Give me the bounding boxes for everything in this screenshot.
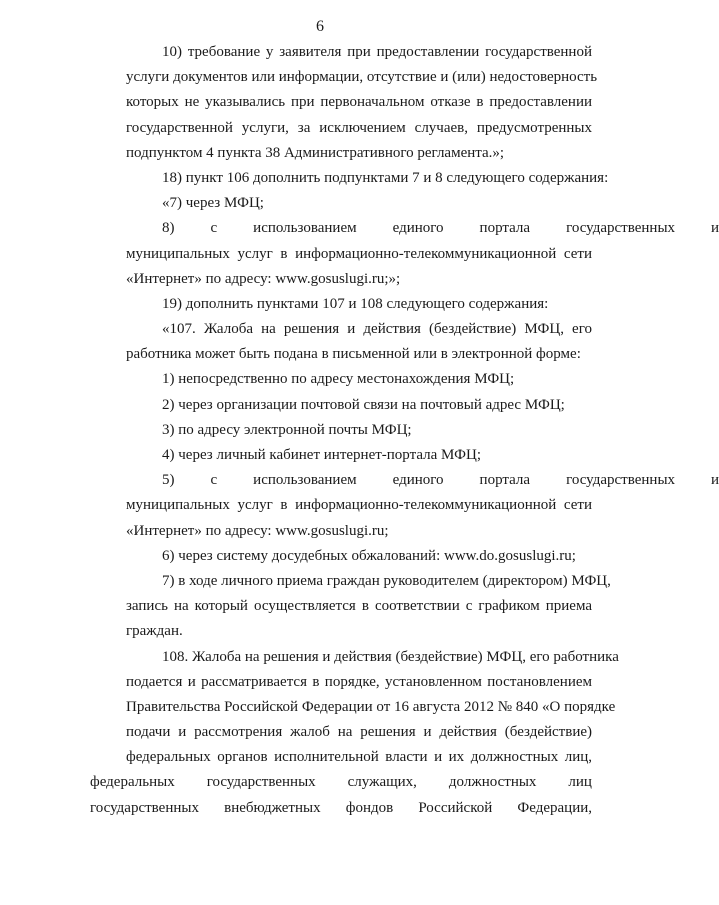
paragraph-point-19	[90, 292, 592, 317]
paragraph-subitem-7-personal	[90, 569, 611, 645]
paragraph-item-10	[90, 40, 598, 166]
word: с	[210, 220, 218, 237]
text-line: 1) непосредственно по адресу местонахождения МФЦ;	[162, 371, 515, 388]
paragraph-point-18	[90, 166, 609, 191]
word: лиц	[568, 774, 592, 791]
paragraph-item-107	[90, 317, 592, 367]
text-line: 4) через личный кабинет интернет-портала МФЦ;	[162, 447, 482, 464]
word: фондов	[345, 799, 394, 816]
word: портала	[479, 220, 531, 237]
paragraph-subitem-6	[90, 544, 592, 569]
text-line: муниципальных услуг в информационно-телекоммуникационной сети	[126, 497, 592, 514]
text-line: 18) пункт 106 дополнить подпунктами 7 и 8 следующего содержания:	[162, 169, 609, 186]
word: 8)	[162, 220, 175, 237]
word: государственных	[566, 472, 676, 489]
paragraph-subitem-3	[90, 418, 592, 443]
paragraph-subitem-1	[90, 367, 592, 392]
text-line: 10) требование у заявителя при предоставлении государственной	[162, 44, 592, 60]
text-line: 108. Жалоба на решения и действия (бездействие) МФЦ, его работника	[162, 648, 619, 665]
text-line: 19) дополнить пунктами 107 и 108 следующего содержания:	[162, 295, 549, 312]
text-line: услуги документов или информации, отсутствие и (или) недостоверность	[126, 69, 598, 86]
text-line: подачи и рассмотрения жалоб на решения и действия (бездействие)	[126, 724, 592, 741]
text-line	[90, 216, 719, 241]
paragraph-subitem-8	[90, 216, 719, 292]
word: использованием	[253, 220, 357, 237]
text-line: 7) в ходе личного приема граждан руководителем (директором) МФЦ,	[162, 572, 611, 589]
paragraph-subitem-7	[90, 191, 592, 216]
word: портала	[479, 472, 531, 489]
text-line	[90, 468, 719, 493]
text-line: «Интернет» по адресу: www.gosuslugi.ru;	[126, 522, 389, 539]
paragraph-item-108	[90, 645, 619, 771]
text-line: «Интернет» по адресу: www.gosuslugi.ru;»;	[126, 270, 401, 287]
text-line: работника может быть подана в письменной или в электронной форме:	[126, 346, 581, 363]
text-line: граждан.	[126, 623, 183, 640]
word: государственных	[206, 774, 316, 791]
word: государственных	[566, 220, 676, 237]
text-line: 3) по адресу электронной почты МФЦ;	[162, 421, 412, 438]
text-line: муниципальных услуг в информационно-телекоммуникационной сети	[126, 245, 592, 262]
word: использованием	[253, 472, 357, 489]
text-line: «107. Жалоба на решения и действия (бездействие) МФЦ, его	[162, 321, 592, 338]
word: и	[711, 472, 719, 489]
word: служащих,	[347, 774, 417, 791]
word: внебюджетных	[224, 799, 321, 816]
word: Федерации,	[517, 799, 592, 816]
text-line: 2) через организации почтовой связи на почтовый адрес МФЦ;	[162, 396, 565, 413]
text-line: подпунктом 4 пункта 38 Административного регламента.»;	[126, 144, 505, 161]
text-line: 6) через систему досудебных обжалований: www.do.gosuslugi.ru;	[162, 547, 576, 564]
word: государственных	[90, 799, 199, 816]
text-line: федеральных органов исполнительной власти и их должностных лиц,	[126, 749, 592, 766]
text-line: которых не указывались при первоначальном отказе в предоставлении	[126, 94, 592, 111]
text-line: подается и рассматривается в порядке, установленном постановлением	[126, 673, 592, 690]
paragraph-subitem-4	[90, 443, 592, 468]
text-line: государственной услуги, за исключением случаев, предусмотренных	[126, 119, 592, 136]
document-body	[90, 40, 719, 821]
word: Российской	[418, 799, 493, 816]
page-number: 6	[316, 18, 324, 35]
word: единого	[392, 220, 444, 237]
word: должностных	[448, 774, 537, 791]
text-line: «7) через МФЦ;	[162, 195, 264, 212]
text-line	[90, 770, 592, 795]
word: 5)	[162, 472, 175, 489]
word: единого	[392, 472, 444, 489]
word: федеральных	[90, 774, 175, 791]
text-line	[90, 796, 592, 821]
paragraph-subitem-5	[90, 468, 719, 544]
text-line: Правительства Российской Федерации от 16 августа 2012 № 840 «О порядке	[126, 698, 616, 715]
text-line: запись на который осуществляется в соответствии с графиком приема	[126, 598, 592, 615]
word: и	[711, 220, 719, 237]
paragraph-subitem-2	[90, 393, 592, 418]
word: с	[210, 472, 218, 489]
